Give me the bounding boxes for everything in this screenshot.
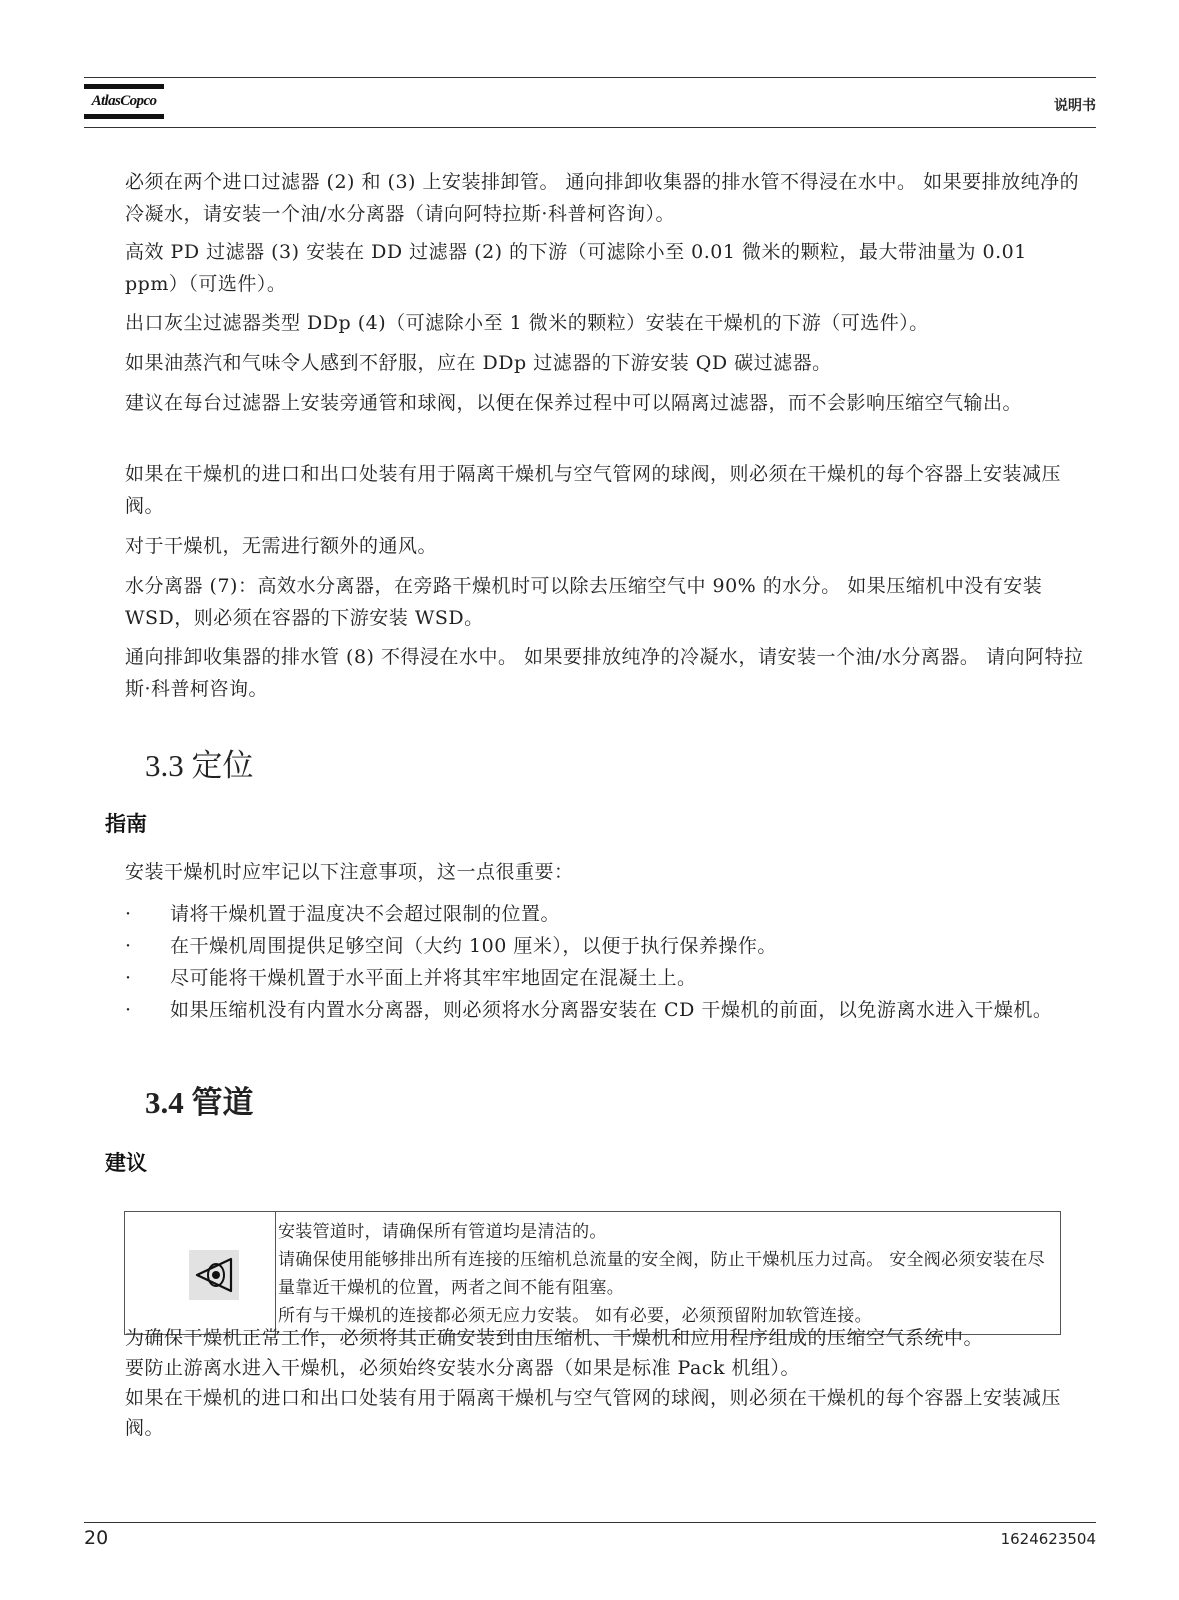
logo-text: AtlasCopco [91, 93, 157, 109]
note-box [124, 1211, 1061, 1335]
note-icon-cell [125, 1212, 276, 1334]
document-code: 1624623504 [1000, 1530, 1096, 1548]
section-title-positioning: 3.3 定位 [145, 748, 254, 783]
section-title-piping: 3.4 管道 [145, 1085, 254, 1120]
bullet-dot: · [125, 999, 132, 1021]
subheading-recommendations: 建议 [105, 1151, 147, 1175]
paragraph-relief-valve: 如果在干燥机的进口和出口处装有用于隔离干燥机与空气管网的球阀，则必须在干燥机的每个容器上安装减压阀。 [125, 463, 1062, 517]
note-line-stress-free: 所有与干燥机的连接都必须无应力安装。 如有必要，必须预留附加软管连接。 [278, 1306, 872, 1326]
paragraph-line: 为确保干燥机正常工作，必须将其正确安装到由压缩机、干燥机和应用程序组成的压缩空气系统中。 [125, 1327, 984, 1349]
list-item [125, 994, 1085, 1026]
paragraph-qd-filter: 如果油蒸汽和气味令人感到不舒服，应在 DDp 过滤器的下游安装 QD 碳过滤器。 [125, 352, 832, 374]
footer-rule [84, 1522, 1096, 1523]
list-item-text: 尽可能将干燥机置于水平面上并将其牢牢地固定在混凝土上。 [170, 967, 697, 989]
bullet-dot: · [125, 967, 132, 989]
logo-bar-top [84, 84, 164, 89]
paragraph-pd-filter: 高效 PD 过滤器 (3) 安装在 DD 过滤器 (2) 的下游（可滤除小至 0.01 微米的颗粒，最大带油量为 0.01 ppm）（可选件）。 [125, 241, 1027, 295]
paragraph-water-separator: 水分离器 (7)：高效水分离器，在旁路干燥机时可以除去压缩空气中 90% 的水分。 如果压缩机中没有安装 WSD，则必须在容器的下游安装 WSD。 [125, 575, 1043, 629]
eye-warning-icon [189, 1250, 239, 1300]
list-item-text: 在干燥机周围提供足够空间（大约 100 厘米），以便于执行保养操作。 [170, 935, 777, 957]
paragraph-drain-collector: 通向排卸收集器的排水管 (8) 不得浸在水中。 如果要排放纯净的冷凝水，请安装一个油/水分离器。 请向阿特拉斯·科普柯咨询。 [125, 646, 1084, 700]
list-item [125, 898, 1085, 930]
list-item [125, 930, 1085, 962]
header-rule-bottom [84, 127, 1096, 128]
paragraph-line: 要防止游离水进入干燥机，必须始终安装水分离器（如果是标准 Pack 机组）。 [125, 1357, 800, 1379]
list-item-text: 如果压缩机没有内置水分离器，则必须将水分离器安装在 CD 干燥机的前面，以免游离水进入干燥机。 [170, 999, 1053, 1021]
paragraph-drain-pipes: 必须在两个进口过滤器 (2) 和 (3) 上安装排卸管。 通向排卸收集器的排水管不得浸在水中。 如果要排放纯净的冷凝水，请安装一个油/水分离器（请向阿特拉斯·科普柯咨询）。 [125, 171, 1080, 225]
paragraph-bypass: 建议在每台过滤器上安装旁通管和球阀，以便在保养过程中可以隔离过滤器，而不会影响压缩空气输出。 [125, 392, 1023, 414]
bullet-dot: · [125, 935, 132, 957]
document-type: 说明书 [1054, 98, 1096, 114]
bullet-dot: · [125, 903, 132, 925]
paragraph-ddp-filter: 出口灰尘过滤器类型 DDp (4)（可滤除小至 1 微米的颗粒）安装在干燥机的下游（可选件）。 [125, 312, 929, 334]
list-item [125, 962, 1085, 994]
note-line-safety-valve: 请确保使用能够排出所有连接的压缩机总流量的安全阀，防止干燥机压力过高。 安全阀必须安装在尽量靠近干燥机的位置，两者之间不能有阻塞。 [278, 1250, 1045, 1298]
paragraph-ventilation: 对于干燥机，无需进行额外的通风。 [125, 535, 438, 557]
paragraph-line: 如果在干燥机的进口和出口处装有用于隔离干燥机与空气管网的球阀，则必须在干燥机的每个容器上安装减压阀。 [125, 1387, 1062, 1439]
note-text [276, 1212, 1060, 1334]
paragraph-system-install [125, 1323, 1085, 1443]
subheading-guidelines: 指南 [105, 812, 147, 836]
page-number: 20 [84, 1527, 109, 1549]
positioning-list [125, 898, 1085, 1026]
note-line-clean-pipes: 安装管道时，请确保所有管道均是清洁的。 [278, 1222, 607, 1242]
logo-bar-bottom [84, 114, 164, 119]
list-item-text: 请将干燥机置于温度决不会超过限制的位置。 [170, 903, 561, 925]
header-rule-top [84, 77, 1096, 78]
atlas-copco-logo [84, 84, 164, 122]
positioning-lead: 安装干燥机时应牢记以下注意事项，这一点很重要： [125, 861, 574, 883]
